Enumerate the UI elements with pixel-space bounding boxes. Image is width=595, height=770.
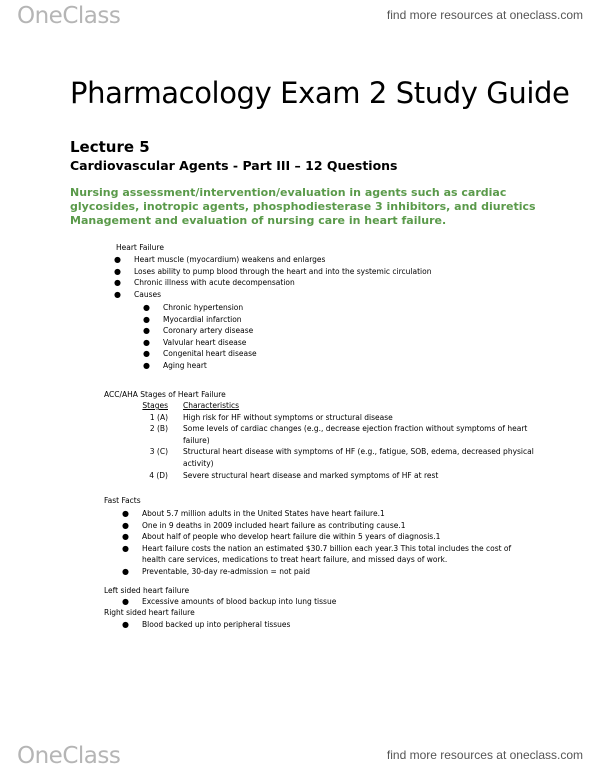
heart-failure-heading: Heart Failure [116, 243, 164, 252]
oneclass-logo[interactable]: OneClass [17, 3, 121, 29]
heart-failure-list [112, 254, 552, 300]
table-row [140, 446, 540, 469]
stage-description: Structural heart disease with symptoms of HF (e.g., fatigue, SOB, edema, decreased physical activity) [183, 447, 534, 468]
bullet-icon: ● [122, 532, 129, 542]
stage-label: 3 (C) [149, 447, 168, 457]
bullet-icon: ● [114, 278, 121, 288]
objective-1: Nursing assessment/intervention/evaluation in agents such as cardiac glycosides, inotropic agents, phosphodiesterase 3 inhibitors, and diuretics [70, 186, 536, 213]
oneclass-logo[interactable]: OneClass [17, 743, 121, 769]
bullet-icon: ● [143, 326, 150, 336]
list-item: ● About 5.7 million adults in the United States have heart failure.1 [122, 509, 385, 518]
table-row [140, 470, 540, 482]
right-sided-list [120, 619, 530, 631]
bullet-icon: ● [114, 255, 121, 264]
bullet-icon: ● [143, 303, 150, 312]
header-resources-link[interactable]: find more resources at oneclass.com [386, 8, 583, 22]
list-item: ● Chronic hypertension [143, 303, 244, 312]
footer-resources-link[interactable]: find more resources at oneclass.com [386, 748, 583, 762]
fast-facts-list [120, 508, 530, 578]
bullet-icon: ● [122, 597, 129, 606]
bullet-icon: ● [143, 360, 150, 370]
bullet-icon: ● [122, 520, 129, 530]
stages-table [140, 400, 540, 481]
lecture-subtitle: Cardiovascular Agents - Part III – 12 Questions [70, 158, 398, 173]
learning-objectives [70, 186, 550, 228]
list-item: ● Blood backed up into peripheral tissues [122, 620, 291, 629]
stages-heading: ACC/AHA Stages of Heart Failure [104, 390, 226, 399]
list-item: ● Coronary artery disease [143, 326, 254, 336]
stages-column-header: Stages [142, 401, 168, 410]
characteristics-column-header: Characteristics [183, 401, 240, 410]
causes-list [141, 302, 541, 372]
list-item: ● Valvular heart disease [143, 337, 247, 347]
bullet-icon: ● [143, 349, 150, 359]
stage-label: 2 (B) [149, 424, 168, 434]
page-header [0, 0, 595, 30]
page-title: Pharmacology Exam 2 Study Guide [70, 76, 570, 110]
list-item: ● One in 9 deaths in 2009 included heart failure as contributing cause.1 [122, 520, 406, 530]
page-footer [0, 740, 595, 770]
bullet-icon: ● [114, 289, 121, 299]
left-sided-heading: Left sided heart failure [104, 586, 190, 595]
left-sided-list [120, 596, 530, 608]
list-item: ● Heart failure costs the nation an estimated $30.7 billion each year.3 This total includes the cost of health care services, medications to treat heart failure, and missed days of work. [122, 543, 512, 565]
right-sided-heading: Right sided heart failure [104, 608, 195, 617]
bullet-icon: ● [143, 314, 150, 324]
stages-header-row [140, 400, 540, 412]
lecture-heading: Lecture 5 [70, 138, 150, 156]
bullet-icon: ● [122, 566, 129, 576]
stage-description: Severe structural heart disease and marked symptoms of HF at rest [183, 470, 439, 480]
list-item: ● Causes [114, 289, 162, 299]
list-item: ● Preventable, 30-day re-admission = not paid [122, 566, 311, 576]
list-item: ● Congenital heart disease [143, 349, 257, 359]
list-item: ● Myocardial infarction [143, 314, 242, 324]
bullet-icon: ● [122, 543, 129, 553]
bullet-icon: ● [114, 266, 121, 276]
table-row [140, 423, 540, 446]
bullet-icon: ● [122, 509, 129, 518]
list-item: ● About half of people who develop heart failure die within 5 years of diagnosis.1 [122, 532, 441, 542]
bullet-icon: ● [143, 337, 150, 347]
table-row [140, 412, 540, 424]
list-item: ● Heart muscle (myocardium) weakens and enlarges [114, 255, 326, 264]
objective-2: Management and evaluation of nursing care in heart failure. [70, 214, 447, 227]
stage-description: Some levels of cardiac changes (e.g., decrease ejection fraction without symptoms of heart failure) [183, 424, 528, 445]
list-item: ● Chronic illness with acute decompensation [114, 278, 295, 288]
bullet-icon: ● [122, 620, 129, 629]
stage-label: 4 (D) [149, 470, 168, 480]
list-item: ● Loses ability to pump blood through the heart and into the systemic circulation [114, 266, 432, 276]
list-item: ● Excessive amounts of blood backup into lung tissue [122, 597, 337, 606]
fast-facts-heading: Fast Facts [104, 496, 141, 505]
stage-description: High risk for HF without symptoms or structural disease [183, 412, 393, 422]
stage-label: 1 (A) [149, 412, 168, 422]
list-item: ● Aging heart [143, 360, 207, 370]
